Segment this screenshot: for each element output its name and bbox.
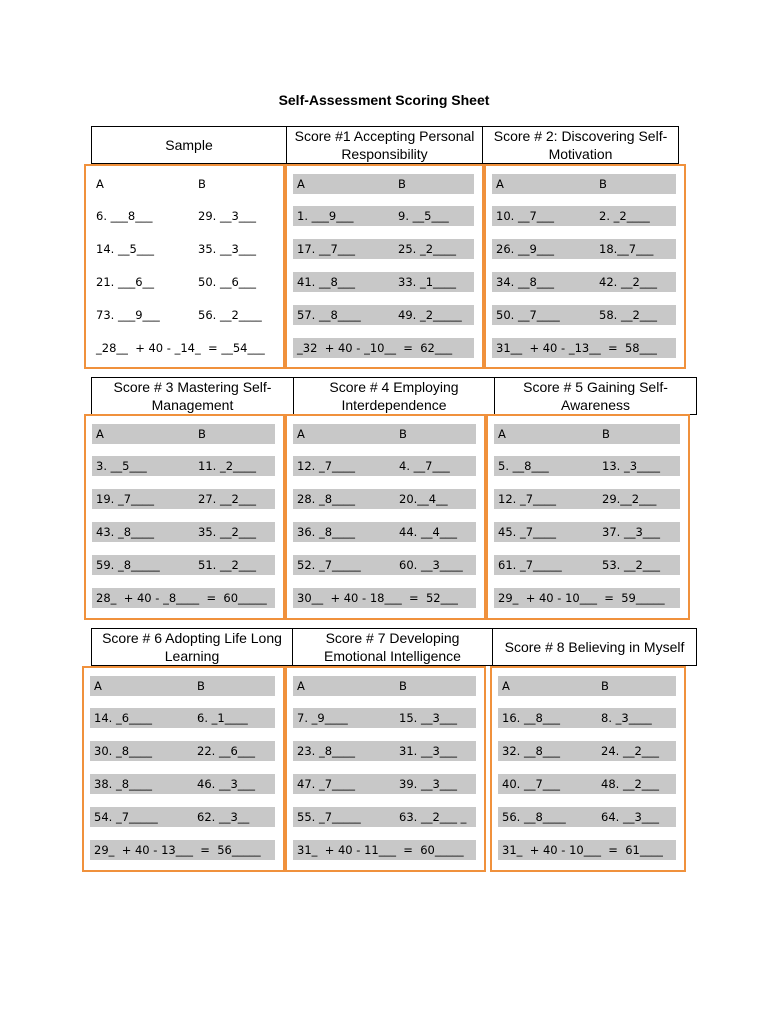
total-formula: _32 + 40 - _10__ = 62___ [297,341,453,355]
total-row [293,840,476,860]
column-header-row [494,424,680,444]
item-a: 47. _7____ [297,777,356,791]
block-score-5 [486,414,690,620]
item-a: 54. _7_____ [94,810,158,824]
total-formula: 29_ + 40 - 13___ = 56_____ [94,843,261,857]
score-row [492,305,676,325]
header-sample: Sample [92,127,287,163]
column-b-label: B [198,427,206,441]
header-score-3: Score # 3 Mastering Self-Management [92,378,294,414]
header-row-1 [91,126,679,164]
column-a-label: A [496,177,504,191]
score-row [494,489,680,509]
column-header-row [92,174,275,194]
item-a: 50. __7____ [496,308,560,322]
item-a: 45. _7____ [498,525,557,539]
column-b-label: B [601,679,609,693]
header-score-5: Score # 5 Gaining Self-Awareness [523,379,668,413]
score-row [90,774,275,794]
header-score-2: Score # 2: Discovering Self-Motivation [493,128,668,162]
score-row [92,206,275,226]
item-b: 35. __2___ [198,525,257,539]
column-b-label: B [599,177,607,191]
column-a-label: A [297,679,305,693]
item-a: 73. ___9___ [96,308,160,322]
total-row [492,338,676,358]
item-b: 9. __5___ [398,209,449,223]
item-b: 25. _2____ [398,242,457,256]
total-row [293,338,474,358]
item-b: 27. __2___ [198,492,257,506]
score-row [293,489,476,509]
column-b-label: B [197,679,205,693]
column-header-row [293,174,474,194]
column-a-label: A [297,427,305,441]
item-a: 32. __8___ [502,744,561,758]
block-score-7 [285,666,486,872]
item-b: 31. __3___ [399,744,458,758]
item-b: 62. __3__ [197,810,250,824]
total-formula: 31_ + 40 - 10___ = 61____ [502,843,663,857]
item-b: 6. _1____ [197,711,248,725]
item-a: 12. _7____ [297,459,356,473]
item-a: 40. __7___ [502,777,561,791]
score-row [498,741,676,761]
total-row [92,338,275,358]
column-a-label: A [94,679,102,693]
item-b: 20.__4__ [399,492,448,506]
item-a: 38. _8____ [94,777,153,791]
header-row-2 [91,377,697,415]
header-score-4: Score # 4 Employing Interdependence [294,378,495,414]
item-a: 16. __8___ [502,711,561,725]
item-a: 56. __8____ [502,810,566,824]
item-a: 41. __8___ [297,275,356,289]
score-row [293,305,474,325]
item-b: 63. __2___ _ [399,810,467,824]
score-row [92,305,275,325]
column-b-label: B [399,427,407,441]
item-a: 21. ___6__ [96,275,155,289]
item-a: 19. _7____ [96,492,155,506]
item-a: 14. _6____ [94,711,153,725]
score-row [293,522,476,542]
item-b: 8. _3____ [601,711,652,725]
total-formula: _28__ + 40 - _14_ = __54___ [96,341,265,355]
column-header-row [293,676,476,696]
item-a: 10. __7___ [496,209,555,223]
item-a: 36. _8____ [297,525,356,539]
score-row [90,807,275,827]
block-score-2 [484,164,686,369]
header-score-1: Score #1 Accepting Personal Responsibility [287,127,483,163]
column-header-row [293,424,476,444]
item-b: 13. _3____ [602,459,661,473]
total-formula: 31__ + 40 - _13__ = 58___ [496,341,657,355]
column-a-label: A [96,427,104,441]
score-row [293,741,476,761]
column-header-row [492,174,676,194]
item-b: 60. __3____ [399,558,463,572]
score-row [293,239,474,259]
header-row-3 [91,628,697,666]
item-a: 43. _8____ [96,525,155,539]
item-a: 5. __8___ [498,459,549,473]
score-row [293,456,476,476]
score-row [492,239,676,259]
item-b: 39. __3___ [399,777,458,791]
score-row [293,774,476,794]
score-row [293,555,476,575]
total-row [90,840,275,860]
header-score-8: Score # 8 Believing in Myself [504,639,685,655]
total-formula: 29_ + 40 - 10___ = 59_____ [498,591,665,605]
block-score-1 [285,164,484,369]
score-row [92,456,275,476]
item-b: 18.__7___ [599,242,654,256]
block-score-3 [84,414,285,620]
item-a: 14. __5___ [96,242,155,256]
page-title: Self-Assessment Scoring Sheet [278,92,490,108]
item-a: 3. __5___ [96,459,147,473]
item-b: 29.__2___ [602,492,657,506]
score-row [492,272,676,292]
total-formula: 31_ + 40 - 11___ = 60_____ [297,843,464,857]
item-a: 57. __8____ [297,308,361,322]
block-score-4 [285,414,486,620]
score-row [90,708,275,728]
score-row [90,741,275,761]
total-row [494,588,680,608]
item-b: 15. __3___ [399,711,458,725]
item-b: 56. __2____ [198,308,262,322]
item-b: 50. __6___ [198,275,257,289]
item-b: 53. __2___ [602,558,661,572]
block-sample [84,164,285,369]
score-row [494,522,680,542]
item-a: 55. _7_____ [297,810,361,824]
block-score-8 [490,666,686,872]
column-header-row [92,424,275,444]
item-b: 48. __2___ [601,777,660,791]
item-b: 2. _2____ [599,209,650,223]
total-row [92,588,275,608]
score-row [492,206,676,226]
score-row [498,708,676,728]
score-row [92,239,275,259]
total-row [498,840,676,860]
score-row [494,456,680,476]
item-a: 12. _7____ [498,492,557,506]
block-score-6 [82,666,285,872]
column-b-label: B [602,427,610,441]
item-b: 11. _2____ [198,459,257,473]
item-b: 44. __4___ [399,525,458,539]
item-a: 1. ___9___ [297,209,354,223]
score-row [498,807,676,827]
item-b: 64. __3___ [601,810,660,824]
column-header-row [498,676,676,696]
item-a: 26. __9___ [496,242,555,256]
score-row [92,272,275,292]
header-score-6: Score # 6 Adopting Life Long Learning [92,629,293,665]
item-b: 24. __2___ [601,744,660,758]
column-b-label: B [398,177,406,191]
column-a-label: A [498,427,506,441]
column-a-label: A [96,177,104,191]
score-row [293,708,476,728]
item-a: 30. _8____ [94,744,153,758]
column-b-label: B [399,679,407,693]
column-a-label: A [297,177,305,191]
column-a-label: A [502,679,510,693]
total-formula: 28_ + 40 - _8____ = 60_____ [96,591,267,605]
item-b: 4. __7___ [399,459,450,473]
column-b-label: B [198,177,206,191]
item-a: 6. ___8___ [96,209,153,223]
item-b: 37. __3___ [602,525,661,539]
score-row [293,272,474,292]
item-a: 52. _7_____ [297,558,361,572]
item-b: 33. _1____ [398,275,457,289]
item-b: 42. __2___ [599,275,658,289]
item-a: 61. _7_____ [498,558,562,572]
total-formula: 30__ + 40 - 18___ = 52___ [297,591,458,605]
item-b: 35. __3___ [198,242,257,256]
item-b: 46. __3___ [197,777,256,791]
score-row [293,807,476,827]
score-row [494,555,680,575]
item-a: 28. _8____ [297,492,356,506]
score-row [92,555,275,575]
score-row [498,774,676,794]
total-row [293,588,476,608]
score-row [92,522,275,542]
item-b: 29. __3___ [198,209,257,223]
item-b: 58. __2___ [599,308,658,322]
item-b: 22. __6___ [197,744,256,758]
header-score-7: Score # 7 Developing Emotional Intelligence [293,629,493,665]
item-a: 17. __7___ [297,242,356,256]
item-b: 49. _2_____ [398,308,462,322]
item-a: 34. __8___ [496,275,555,289]
column-header-row [90,676,275,696]
item-b: 51. __2___ [198,558,257,572]
score-row [293,206,474,226]
item-a: 7. _9____ [297,711,348,725]
item-a: 23. _8____ [297,744,356,758]
item-a: 59. _8_____ [96,558,160,572]
score-row [92,489,275,509]
